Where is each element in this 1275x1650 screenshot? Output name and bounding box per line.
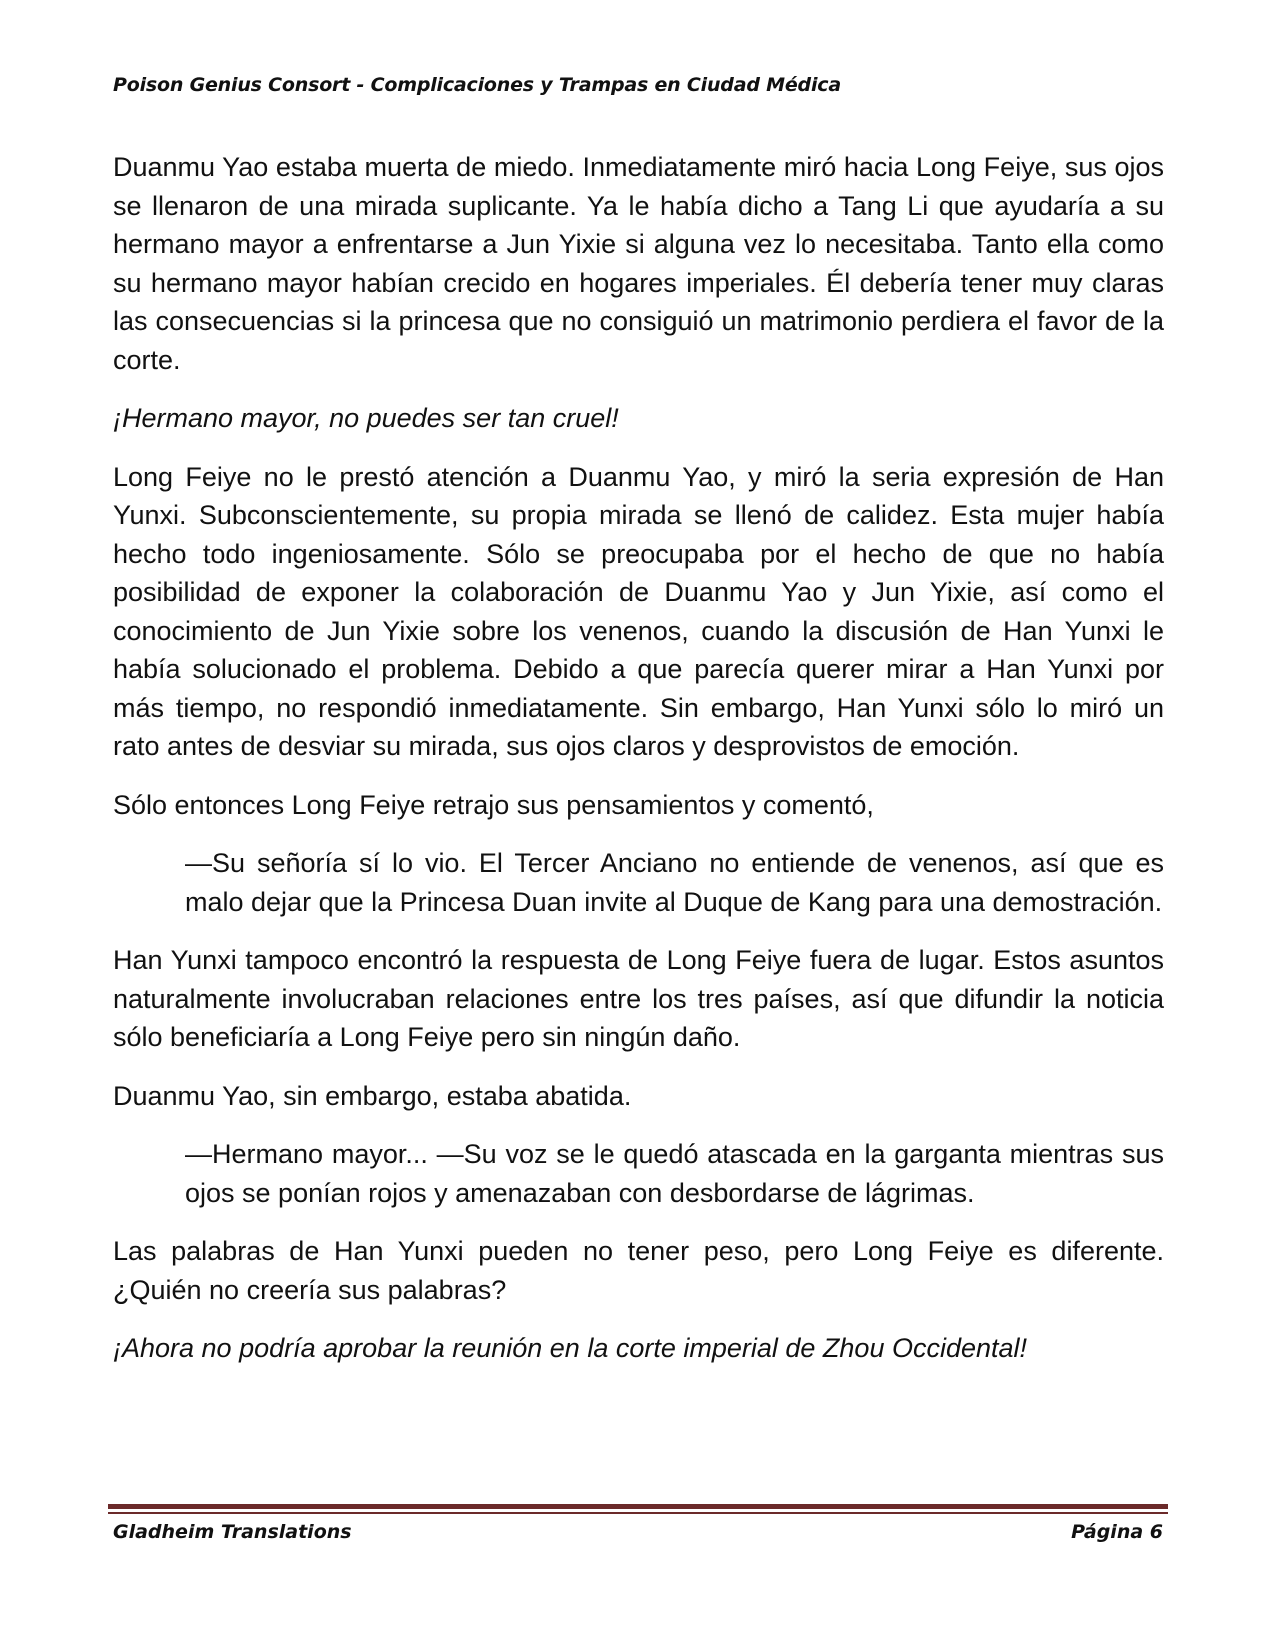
italic-thought: ¡Ahora no podría aprobar la reunión en la corte imperial de Zhou Occidental! [113, 1333, 1028, 1363]
paragraph: Duanmu Yao, sin embargo, estaba abatida. [113, 1080, 632, 1111]
page-header: Poison Genius Consort - Complicaciones y Trampas en Ciudad Médica [113, 74, 841, 96]
paragraph: Long Feiye no le prestó atención a Duanmu Yao, y miró la seria expresión de Han Yunxi. Subconscientemente, su propia mirada se llenó de calidez. Esta mujer había hecho todo ingeniosamente. Sólo se preocupaba por el hecho de que no había posibilidad de exponer la colaboración de Duanmu Yao y Jun Yixie, así como el conocimiento de Jun Yixie sobre los venenos, cuando la discusión de Han Yunxi le había solucionado el problema. Debido a que parecía querer mirar a Han Yunxi por más tiempo, no respondió inmediatamente. Sin embargo, Han Yunxi sólo lo miró un rato antes de desviar su mirada, sus ojos claros y desprovistos de emoción. [113, 461, 1164, 761]
dialogue-paragraph: —Su señoría sí lo vio. El Tercer Anciano no entiende de venenos, así que es malo dejar que la Princesa Duan invite al Duque de Kang para una demostración. [185, 848, 1164, 917]
footer-rule-thin [108, 1512, 1168, 1514]
page-number: Página 6 [1071, 1521, 1163, 1543]
document-body [113, 148, 1164, 1388]
italic-thought: ¡Hermano mayor, no puedes ser tan cruel! [113, 403, 619, 433]
footer-rule-thick [108, 1504, 1168, 1509]
footer-publisher: Gladheim Translations [113, 1521, 352, 1543]
paragraph: Duanmu Yao estaba muerta de miedo. Inmediatamente miró hacia Long Feiye, sus ojos se llenaron de una mirada suplicante. Ya le había dicho a Tang Li que ayudaría a su hermano mayor a enfrentarse a Jun Yixie si alguna vez lo necesitaba. Tanto ella como su hermano mayor habían crecido en hogares imperiales. Él debería tener muy claras las consecuencias si la princesa que no consiguió un matrimonio perdiera el favor de la corte. [113, 152, 1164, 375]
paragraph: Las palabras de Han Yunxi pueden no tener peso, pero Long Feiye es diferente. ¿Quién no creería sus palabras? [113, 1236, 1164, 1305]
paragraph: Han Yunxi tampoco encontró la respuesta de Long Feiye fuera de lugar. Estos asuntos naturalmente involucraban relaciones entre los tres países, así que difundir la noticia sólo beneficiaría a Long Feiye pero sin ningún daño. [113, 945, 1164, 1052]
paragraph: Sólo entonces Long Feiye retrajo sus pensamientos y comentó, [113, 789, 874, 820]
dialogue-paragraph: —Hermano mayor... —Su voz se le quedó atascada en la garganta mientras sus ojos se ponían rojos y amenazaban con desbordarse de lágrimas. [185, 1139, 1164, 1208]
